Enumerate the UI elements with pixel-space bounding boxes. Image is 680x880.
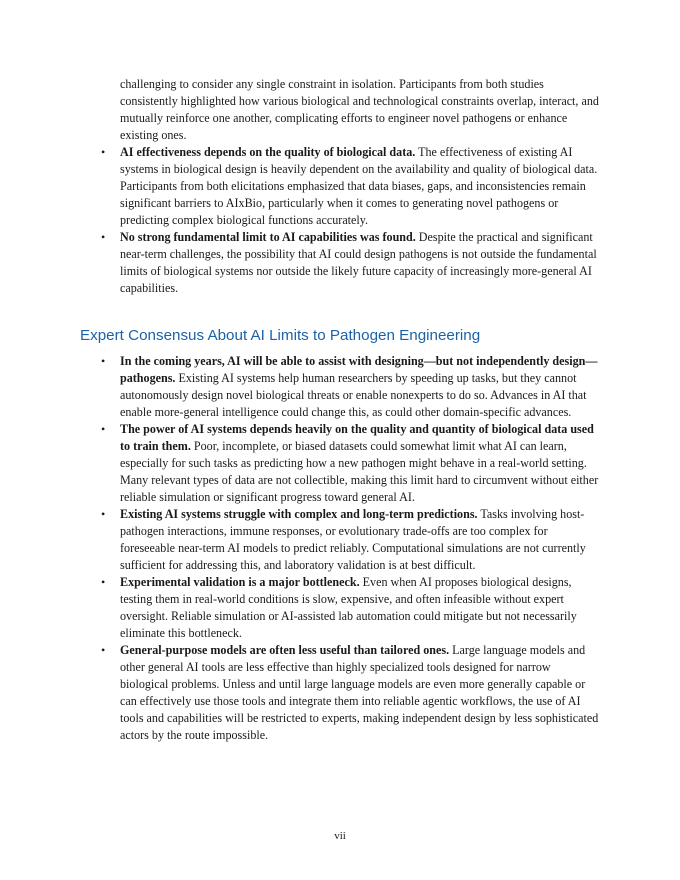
bullet-text: Large language models and other general AI tools are less effective than highly specialized tools designed for narrow biological problems. Unless and until large language models are even more generally capable or can effectively use those tools and integrate them into reliable agentic workflows, the use of AI tools and capabilities will be restricted to experts, making independent design by less sophisticated actors by the route impossible. (120, 643, 599, 742)
bullet-icon: • (101, 145, 106, 159)
list-item (101, 642, 602, 744)
bullet-lead: Experimental validation is a major bottleneck. (120, 575, 360, 589)
bullet-lead: The power of AI systems depends heavily on the quality and quantity of biological data used to train them. (120, 422, 594, 453)
bullet-icon: • (101, 230, 106, 244)
intro-bullet-list (101, 144, 602, 297)
bullet-icon: • (101, 422, 106, 436)
bullet-icon: • (101, 507, 106, 521)
bullet-lead: AI effectiveness depends on the quality of biological data. (120, 145, 416, 159)
bullet-lead: Existing AI systems struggle with complex and long-term predictions. (120, 507, 478, 521)
bullet-lead: General-purpose models are often less useful than tailored ones. (120, 643, 450, 657)
section-body (101, 353, 602, 744)
list-item (101, 574, 602, 642)
list-item (101, 506, 602, 574)
list-item (101, 144, 602, 229)
bullet-text: Even when AI proposes biological designs, testing them in real-world conditions is slow, expensive, and often infeasible without expert oversight. Reliable simulation or AI-assisted lab automation could mitigate but not necessarily eliminate this bottleneck. (120, 575, 577, 640)
consensus-bullet-list (101, 353, 602, 744)
list-item (101, 353, 602, 421)
bullet-icon: • (101, 575, 106, 589)
list-item (101, 229, 602, 297)
page-number: vii (334, 830, 346, 842)
bullet-text: The effectiveness of existing AI systems in biological design is heavily dependent on the availability and quality of biological data. Participants from both elicitations emphasized that data biases, gaps, and inconsistencies remain significant barriers to AIxBio, particularly when it comes to generating novel pathogens or predicting complex biological functions accurately. (120, 145, 598, 227)
list-item (101, 421, 602, 506)
intro-block (101, 76, 602, 297)
bullet-text: Despite the practical and significant near-term challenges, the possibility that AI could design pathogens is not outside the fundamental limits of biological systems nor outside the likely future capacity of increasingly more-general AI capabilities. (120, 230, 597, 295)
bullet-text: Existing AI systems help human researchers by speeding up tasks, but they cannot autonomously design novel biological threats or enable nonexperts to do so. Advances in AI that enable more-general intelligence could change this, as could other domain-specific advances. (120, 371, 587, 419)
bullet-lead: In the coming years, AI will be able to assist with designing—but not independently design—pathogens. (120, 354, 598, 385)
bullet-icon: • (101, 643, 106, 657)
section-heading: Expert Consensus About AI Limits to Pathogen Engineering (80, 327, 481, 344)
bullet-text: Poor, incomplete, or biased datasets could somewhat limit what AI can learn, especially for such tasks as predicting how a new pathogen might behave in a real-world setting. Many relevant types of data are not collectible, making this limit hard to circumvent without either reliable simulation or significant progress toward general AI. (120, 439, 599, 504)
continuation-paragraph: challenging to consider any single constraint in isolation. Participants from both studies consistently highlighted how various biological and technological constraints overlap, interact, and mutually reinforce one another, complicating efforts to engineer novel pathogens or enhance existing ones. (120, 77, 599, 142)
bullet-text: Tasks involving host-pathogen interactions, immune responses, or evolutionary trade-offs are too complex for foreseeable near-term AI models to predict reliably. Computational simulations are not currently sufficient for addressing this, and laboratory validation is at best difficult. (120, 507, 586, 572)
bullet-lead: No strong fundamental limit to AI capabilities was found. (120, 230, 416, 244)
bullet-icon: • (101, 354, 106, 368)
